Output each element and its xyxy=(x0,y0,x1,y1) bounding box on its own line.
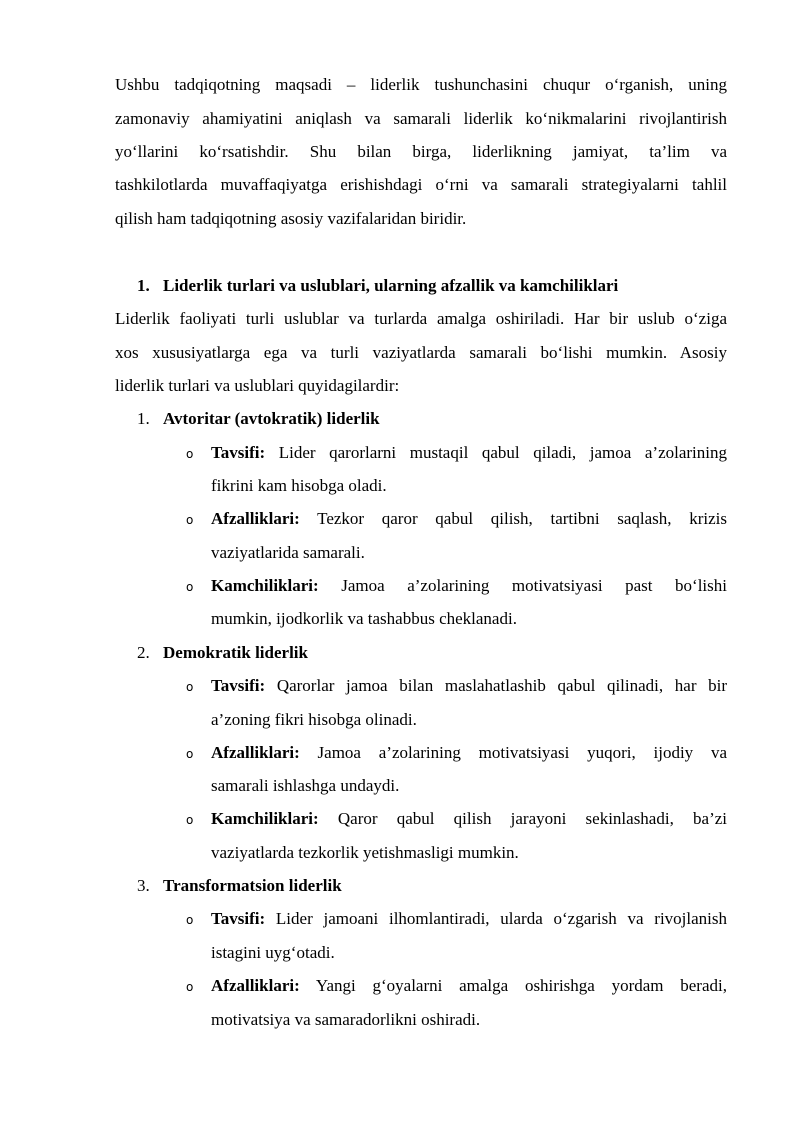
bullet-icon: o xyxy=(186,913,194,927)
bullet-label: Kamchiliklari: xyxy=(211,809,319,828)
style-title: Demokratik liderlik xyxy=(163,643,308,662)
bullet-text: Lider qarorlarni mustaqil qabul qiladi, jamoa a’zolarining xyxy=(278,443,727,462)
bullet-text: Tezkor qaror qabul qilish, tartibni saqlash, krizis xyxy=(317,509,727,528)
style-number: 3. xyxy=(137,876,150,895)
section-heading: Liderlik turlari va uslublari, ularning afzallik va kamchiliklari xyxy=(163,276,619,295)
section-line: xos xususiyatlarga ega va turli vaziyatlarda samarali bo‘lishi mumkin. Asosiy xyxy=(115,343,727,362)
section-line: liderlik turlari va uslublari quyidagilardir: xyxy=(115,376,400,395)
bullet-line xyxy=(211,977,727,994)
intro-line: yo‘llarini ko‘rsatishdir. Shu bilan birga, liderlikning jamiyat, ta’lim va xyxy=(115,142,727,161)
bullet-icon: o xyxy=(186,580,194,594)
intro-line: zamonaviy ahamiyatini aniqlash va samarali liderlik ko‘nikmalarini rivojlantirish xyxy=(115,109,727,128)
bullet-continuation: samarali ishlashga undaydi. xyxy=(211,776,400,795)
bullet-continuation: mumkin, ijodkorlik va tashabbus cheklanadi. xyxy=(211,609,517,628)
bullet-continuation: a’zoning fikri hisobga olinadi. xyxy=(211,710,417,729)
bullet-line xyxy=(211,577,727,594)
bullet-label: Tavsifi: xyxy=(211,676,266,695)
bullet-label: Afzalliklari: xyxy=(211,509,300,528)
section-number: 1. xyxy=(137,276,150,295)
bullet-icon: o xyxy=(186,980,194,994)
bullet-line xyxy=(211,910,727,927)
bullet-text: Yangi g‘oyalarni amalga oshirishga yordam beradi, xyxy=(315,976,727,995)
intro-line: Ushbu tadqiqotning maqsadi – liderlik tushunchasini chuqur o‘rganish, uning xyxy=(115,75,727,94)
bullet-line xyxy=(211,810,727,827)
intro-line: tashkilotlarda muvaffaqiyatga erishishdagi o‘rni va samarali strategiyalarni tahlil xyxy=(115,175,727,194)
bullet-continuation: fikrini kam hisobga oladi. xyxy=(211,476,387,495)
intro-line: qilish ham tadqiqotning asosiy vazifalaridan biridir. xyxy=(115,209,467,228)
bullet-text: Qarorlar jamoa bilan maslahatlashib qabul qilinadi, har bir xyxy=(276,676,728,695)
bullet-label: Tavsifi: xyxy=(211,909,266,928)
bullet-label: Tavsifi: xyxy=(211,443,266,462)
section-line: Liderlik faoliyati turli uslublar va turlarda amalga oshiriladi. Har bir uslub o‘ziga xyxy=(115,309,727,328)
bullet-line xyxy=(211,510,727,527)
style-number: 1. xyxy=(137,409,150,428)
bullet-line xyxy=(211,444,727,461)
bullet-continuation: vaziyatlarda tezkorlik yetishmasligi mumkin. xyxy=(211,843,519,862)
bullet-text: Lider jamoani ilhomlantiradi, ularda o‘zgarish va rivojlanish xyxy=(275,909,727,928)
bullet-label: Kamchiliklari: xyxy=(211,576,319,595)
style-number: 2. xyxy=(137,643,150,662)
bullet-text: Qaror qabul qilish jarayoni sekinlashadi, ba’zi xyxy=(337,809,727,828)
bullet-line xyxy=(211,677,727,694)
bullet-text: Jamoa a’zolarining motivatsiyasi yuqori, ijodiy va xyxy=(317,743,727,762)
bullet-line xyxy=(211,744,727,761)
bullet-icon: o xyxy=(186,813,194,827)
style-title: Avtoritar (avtokratik) liderlik xyxy=(163,409,380,428)
bullet-continuation: motivatsiya va samaradorlikni oshiradi. xyxy=(211,1010,481,1029)
bullet-icon: o xyxy=(186,747,194,761)
bullet-text: Jamoa a’zolarining motivatsiyasi past bo‘lishi xyxy=(341,576,727,595)
bullet-icon: o xyxy=(186,447,194,461)
bullet-continuation: istagini uyg‘otadi. xyxy=(211,943,335,962)
style-title: Transformatsion liderlik xyxy=(163,876,342,895)
bullet-label: Afzalliklari: xyxy=(211,743,300,762)
bullet-continuation: vaziyatlarida samarali. xyxy=(211,543,365,562)
bullet-label: Afzalliklari: xyxy=(211,976,300,995)
bullet-icon: o xyxy=(186,513,194,527)
bullet-icon: o xyxy=(186,680,194,694)
